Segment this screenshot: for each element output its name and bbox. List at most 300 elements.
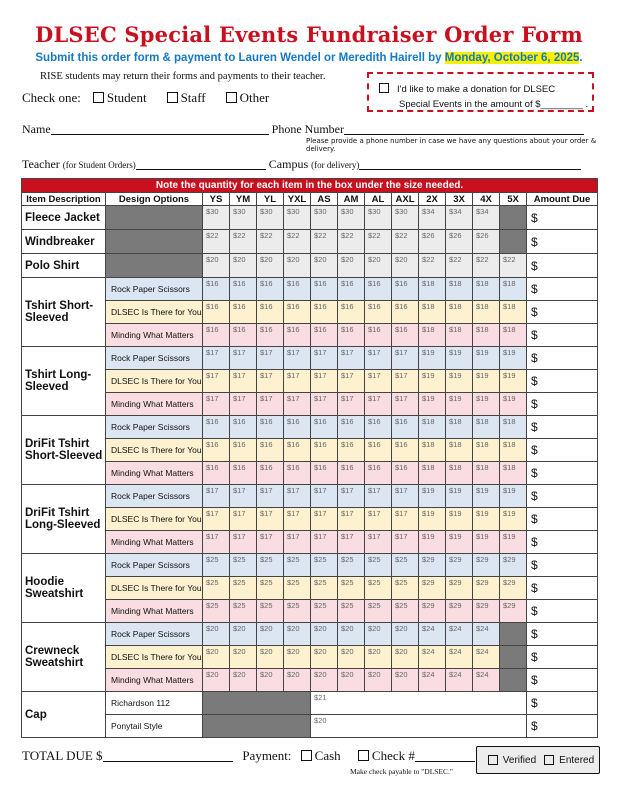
amount-due-cell[interactable]: $ <box>527 508 598 531</box>
quantity-cell[interactable]: $30 <box>311 206 338 230</box>
quantity-cell[interactable]: $30 <box>257 206 284 230</box>
quantity-cell[interactable]: $18 <box>446 439 473 462</box>
quantity-cell[interactable]: $19 <box>446 393 473 416</box>
quantity-cell[interactable]: $17 <box>392 370 419 393</box>
quantity-cell[interactable]: $16 <box>338 324 365 347</box>
page-title: DLSEC Special Events Fundraiser Order Form <box>35 22 583 47</box>
quantity-cell[interactable]: $25 <box>311 577 338 600</box>
quantity-cell[interactable]: $17 <box>257 347 284 370</box>
quantity-cell[interactable]: $20 <box>311 254 338 278</box>
quantity-cell[interactable]: $22 <box>419 254 446 278</box>
quantity-cell[interactable]: $30 <box>392 206 419 230</box>
quantity-cell[interactable]: $20 <box>311 623 338 646</box>
amount-due-cell[interactable]: $ <box>527 324 598 347</box>
quantity-cell[interactable]: $20 <box>230 669 257 692</box>
quantity-cell[interactable]: $25 <box>284 600 311 623</box>
quantity-cell[interactable]: $19 <box>419 508 446 531</box>
amount-due-cell[interactable]: $ <box>527 347 598 370</box>
quantity-cell[interactable]: $20 <box>365 646 392 669</box>
quantity-cell[interactable]: $17 <box>392 508 419 531</box>
quantity-cell[interactable]: $17 <box>338 347 365 370</box>
quantity-cell[interactable]: $29 <box>419 554 446 577</box>
quantity-cell[interactable]: $17 <box>203 485 230 508</box>
table-row <box>22 206 598 230</box>
quantity-cell[interactable]: $18 <box>419 301 446 324</box>
amount-due-cell[interactable]: $ <box>527 416 598 439</box>
quantity-cell[interactable]: $16 <box>203 324 230 347</box>
amount-due-cell[interactable]: $ <box>527 393 598 416</box>
quantity-cell[interactable]: $19 <box>473 485 500 508</box>
quantity-cell[interactable]: $19 <box>500 347 527 370</box>
quantity-cell[interactable]: $16 <box>257 462 284 485</box>
quantity-cell[interactable]: $22 <box>473 254 500 278</box>
quantity-cell[interactable]: $19 <box>446 485 473 508</box>
quantity-cell[interactable]: $16 <box>230 324 257 347</box>
quantity-cell[interactable]: $17 <box>284 393 311 416</box>
submit-instructions <box>0 52 618 64</box>
verified-checkbox[interactable] <box>488 755 498 765</box>
other-checkbox[interactable] <box>226 92 237 103</box>
staff-checkbox[interactable] <box>167 92 178 103</box>
quantity-cell[interactable]: $22 <box>338 230 365 254</box>
entered-checkbox[interactable] <box>544 755 554 765</box>
quantity-cell[interactable]: $26 <box>419 230 446 254</box>
teacher-note: (for Student Orders) <box>62 160 136 170</box>
quantity-cell[interactable]: $18 <box>419 324 446 347</box>
quantity-cell[interactable]: $25 <box>230 577 257 600</box>
quantity-cell[interactable]: $17 <box>338 370 365 393</box>
quantity-cell[interactable]: $16 <box>230 301 257 324</box>
quantity-cell[interactable]: $18 <box>446 324 473 347</box>
quantity-cell[interactable]: $19 <box>473 370 500 393</box>
quantity-cell[interactable]: $20 <box>338 254 365 278</box>
campus-note: (for delivery) <box>311 160 360 170</box>
amount-due-cell[interactable]: $ <box>527 301 598 324</box>
quantity-cell[interactable]: $16 <box>365 462 392 485</box>
quantity-cell[interactable]: $17 <box>365 485 392 508</box>
quantity-cell[interactable]: $20 <box>257 646 284 669</box>
quantity-cell[interactable]: $18 <box>446 278 473 301</box>
quantity-cell[interactable]: $29 <box>446 577 473 600</box>
quantity-cell[interactable]: $17 <box>257 370 284 393</box>
quantity-cell[interactable]: $17 <box>392 485 419 508</box>
quantity-cell[interactable]: $19 <box>500 485 527 508</box>
quantity-cell[interactable]: $20 <box>230 623 257 646</box>
amount-due-cell[interactable]: $ <box>527 577 598 600</box>
quantity-cell[interactable]: $17 <box>203 370 230 393</box>
quantity-cell[interactable]: $34 <box>446 206 473 230</box>
quantity-cell[interactable]: $17 <box>365 370 392 393</box>
quantity-cell[interactable]: $18 <box>473 416 500 439</box>
quantity-cell[interactable]: $25 <box>311 554 338 577</box>
quantity-cell[interactable]: $17 <box>338 393 365 416</box>
quantity-cell[interactable]: $24 <box>473 669 500 692</box>
amount-due-cell[interactable]: $ <box>527 254 598 278</box>
quantity-cell[interactable]: $17 <box>311 393 338 416</box>
quantity-cell[interactable]: $16 <box>338 462 365 485</box>
quantity-cell[interactable]: $16 <box>257 278 284 301</box>
quantity-cell[interactable]: $29 <box>500 600 527 623</box>
quantity-cell[interactable]: $16 <box>203 301 230 324</box>
quantity-cell[interactable]: $20 <box>284 646 311 669</box>
quantity-cell[interactable]: $18 <box>446 301 473 324</box>
quantity-cell[interactable]: $19 <box>500 393 527 416</box>
phone-field[interactable] <box>344 134 584 135</box>
quantity-cell[interactable]: $17 <box>338 531 365 554</box>
quantity-cell[interactable]: $16 <box>365 301 392 324</box>
student-checkbox[interactable] <box>93 92 104 103</box>
quantity-cell[interactable]: $20 <box>392 646 419 669</box>
quantity-cell[interactable]: $17 <box>338 485 365 508</box>
quantity-cell[interactable]: $16 <box>392 278 419 301</box>
quantity-cell[interactable]: $16 <box>230 439 257 462</box>
quantity-cell[interactable]: $18 <box>473 462 500 485</box>
quantity-cell[interactable]: $19 <box>473 531 500 554</box>
amount-due-cell[interactable]: $ <box>527 439 598 462</box>
quantity-cell[interactable]: $18 <box>500 324 527 347</box>
quantity-cell[interactable]: $19 <box>446 347 473 370</box>
quantity-cell[interactable]: $16 <box>257 301 284 324</box>
quantity-cell[interactable]: $19 <box>500 370 527 393</box>
quantity-cell[interactable]: $16 <box>365 439 392 462</box>
quantity-cell[interactable]: $24 <box>446 646 473 669</box>
quantity-cell[interactable]: $16 <box>365 278 392 301</box>
quantity-cell[interactable]: $17 <box>230 347 257 370</box>
amount-due-cell[interactable]: $ <box>527 600 598 623</box>
header-design: Design Options <box>106 193 203 206</box>
quantity-cell[interactable]: $34 <box>419 206 446 230</box>
quantity-cell[interactable]: $18 <box>419 278 446 301</box>
quantity-cell[interactable]: $17 <box>284 531 311 554</box>
quantity-cell[interactable]: $29 <box>446 600 473 623</box>
quantity-cell[interactable]: $18 <box>500 439 527 462</box>
quantity-cell[interactable]: $17 <box>311 347 338 370</box>
quantity-cell[interactable]: $20 <box>338 646 365 669</box>
quantity-cell[interactable]: $25 <box>311 600 338 623</box>
quantity-cell[interactable]: $16 <box>284 278 311 301</box>
quantity-cell[interactable]: $17 <box>203 508 230 531</box>
quantity-cell[interactable]: $16 <box>311 324 338 347</box>
name-field[interactable] <box>51 134 269 135</box>
quantity-cell[interactable]: $16 <box>365 416 392 439</box>
quantity-cell[interactable]: $19 <box>419 393 446 416</box>
quantity-cell[interactable]: $18 <box>446 462 473 485</box>
quantity-cell[interactable]: $25 <box>284 554 311 577</box>
quantity-cell[interactable]: $22 <box>230 230 257 254</box>
amount-due-cell[interactable]: $ <box>527 485 598 508</box>
quantity-cell[interactable]: $16 <box>338 278 365 301</box>
quantity-cell[interactable]: $19 <box>500 508 527 531</box>
amount-due-cell[interactable]: $ <box>527 646 598 669</box>
quantity-cell[interactable]: $16 <box>392 324 419 347</box>
quantity-cell[interactable]: $25 <box>392 600 419 623</box>
quantity-cell[interactable]: $17 <box>365 508 392 531</box>
quantity-cell[interactable]: $16 <box>203 439 230 462</box>
quantity-cell[interactable]: $20 <box>338 623 365 646</box>
quantity-cell[interactable]: $17 <box>284 508 311 531</box>
quantity-cell[interactable]: $19 <box>500 531 527 554</box>
quantity-cell[interactable]: $17 <box>392 393 419 416</box>
quantity-cell[interactable]: $19 <box>473 508 500 531</box>
quantity-cell[interactable]: $24 <box>446 623 473 646</box>
quantity-cell[interactable]: $17 <box>203 531 230 554</box>
quantity-cell[interactable]: $20 <box>203 623 230 646</box>
quantity-cell[interactable]: $18 <box>473 324 500 347</box>
quantity-cell[interactable]: $17 <box>230 508 257 531</box>
quantity-cell[interactable]: $30 <box>284 206 311 230</box>
quantity-cell[interactable]: $16 <box>284 439 311 462</box>
quantity-cell[interactable]: $16 <box>311 439 338 462</box>
quantity-cell[interactable]: $16 <box>392 439 419 462</box>
quantity-cell[interactable]: $29 <box>446 554 473 577</box>
quantity-cell[interactable]: $25 <box>257 577 284 600</box>
amount-due-cell[interactable]: $ <box>527 230 598 254</box>
quantity-cell[interactable]: $20 <box>203 669 230 692</box>
quantity-cell[interactable]: $26 <box>473 230 500 254</box>
quantity-cell[interactable]: $25 <box>392 577 419 600</box>
quantity-cell[interactable]: $19 <box>419 347 446 370</box>
check-number-field[interactable] <box>415 761 475 762</box>
quantity-cell[interactable]: $22 <box>257 230 284 254</box>
quantity-cell[interactable]: $16 <box>338 301 365 324</box>
amount-due-cell[interactable]: $ <box>527 715 598 738</box>
quantity-cell[interactable]: $29 <box>473 577 500 600</box>
quantity-cell[interactable]: $25 <box>257 600 284 623</box>
quantity-cell[interactable]: $19 <box>419 485 446 508</box>
quantity-cell[interactable]: $24 <box>473 623 500 646</box>
quantity-cell[interactable]: $20 <box>284 623 311 646</box>
quantity-cell[interactable]: $16 <box>203 416 230 439</box>
quantity-cell[interactable]: $24 <box>419 623 446 646</box>
quantity-cell[interactable]: $16 <box>284 301 311 324</box>
campus-field[interactable] <box>359 169 581 170</box>
amount-due-cell[interactable]: $ <box>527 531 598 554</box>
amount-due-cell[interactable]: $ <box>527 278 598 301</box>
quantity-cell[interactable]: $17 <box>392 531 419 554</box>
quantity-cell[interactable]: $18 <box>500 416 527 439</box>
quantity-cell[interactable]: $16 <box>284 416 311 439</box>
cash-checkbox[interactable] <box>301 750 312 761</box>
quantity-cell[interactable]: $16 <box>311 416 338 439</box>
quantity-cell[interactable]: $18 <box>419 439 446 462</box>
quantity-cell[interactable]: $18 <box>473 301 500 324</box>
quantity-cell[interactable]: $25 <box>230 554 257 577</box>
quantity-cell[interactable]: $25 <box>203 554 230 577</box>
quantity-cell[interactable]: $20 <box>365 254 392 278</box>
quantity-cell[interactable]: $18 <box>500 301 527 324</box>
table-row <box>22 230 598 254</box>
quantity-cell[interactable]: $22 <box>392 230 419 254</box>
quantity-cell[interactable]: $25 <box>203 577 230 600</box>
quantity-cell[interactable]: $29 <box>473 600 500 623</box>
quantity-cell[interactable]: $22 <box>284 230 311 254</box>
quantity-cell[interactable]: $17 <box>230 531 257 554</box>
quantity-cell[interactable]: $20 <box>311 669 338 692</box>
quantity-cell[interactable]: $19 <box>446 508 473 531</box>
quantity-cell[interactable]: $18 <box>500 462 527 485</box>
header-size-4x: 4X <box>473 193 500 206</box>
quantity-cell[interactable]: $17 <box>257 393 284 416</box>
check-checkbox[interactable] <box>358 750 369 761</box>
teacher-field[interactable] <box>136 169 266 170</box>
quantity-cell[interactable]: $17 <box>392 347 419 370</box>
quantity-cell[interactable]: $17 <box>311 508 338 531</box>
quantity-cell[interactable]: $16 <box>203 278 230 301</box>
quantity-cell[interactable]: $18 <box>419 462 446 485</box>
quantity-cell[interactable]: $16 <box>203 462 230 485</box>
quantity-cell[interactable]: $16 <box>392 462 419 485</box>
quantity-cell[interactable]: $17 <box>257 508 284 531</box>
quantity-cell[interactable]: $20 <box>284 254 311 278</box>
quantity-cell[interactable]: $19 <box>419 370 446 393</box>
quantity-cell[interactable]: $25 <box>284 577 311 600</box>
quantity-cell[interactable]: $25 <box>392 554 419 577</box>
quantity-cell[interactable]: $22 <box>365 230 392 254</box>
quantity-cell[interactable]: $18 <box>473 278 500 301</box>
quantity-cell[interactable]: $24 <box>419 669 446 692</box>
quantity-cell[interactable]: $16 <box>311 301 338 324</box>
quantity-cell[interactable]: $30 <box>365 206 392 230</box>
quantity-cell[interactable]: $17 <box>284 485 311 508</box>
quantity-cell[interactable]: $17 <box>203 347 230 370</box>
quantity-cell[interactable]: $16 <box>257 439 284 462</box>
donation-checkbox[interactable] <box>379 83 389 93</box>
quantity-cell[interactable]: $20 <box>257 254 284 278</box>
quantity-cell[interactable]: $17 <box>338 508 365 531</box>
quantity-cell[interactable]: $20 <box>392 669 419 692</box>
quantity-cell[interactable]: $25 <box>338 577 365 600</box>
quantity-cell[interactable]: $29 <box>419 577 446 600</box>
amount-due-cell[interactable]: $ <box>527 623 598 646</box>
quantity-cell[interactable]: $18 <box>473 439 500 462</box>
amount-due-cell[interactable]: $ <box>527 669 598 692</box>
quantity-cell[interactable]: $19 <box>446 370 473 393</box>
quantity-cell[interactable]: $16 <box>392 416 419 439</box>
quantity-cell[interactable]: $24 <box>446 669 473 692</box>
quantity-cell[interactable]: $19 <box>419 531 446 554</box>
amount-due-cell[interactable]: $ <box>527 554 598 577</box>
quantity-cell[interactable]: $29 <box>473 554 500 577</box>
quantity-cell[interactable]: $18 <box>419 416 446 439</box>
quantity-cell[interactable]: $25 <box>365 577 392 600</box>
quantity-cell[interactable]: $16 <box>230 278 257 301</box>
quantity-cell[interactable]: $20 <box>392 254 419 278</box>
quantity-cell[interactable]: $17 <box>230 370 257 393</box>
quantity-cell[interactable]: $20 <box>392 623 419 646</box>
quantity-cell[interactable]: $16 <box>257 416 284 439</box>
quantity-cell[interactable]: $16 <box>311 462 338 485</box>
quantity-cell[interactable]: $30 <box>230 206 257 230</box>
quantity-cell[interactable]: $20 <box>230 646 257 669</box>
quantity-cell[interactable]: $25 <box>365 554 392 577</box>
quantity-cell[interactable]: $17 <box>257 485 284 508</box>
quantity-cell[interactable]: $17 <box>284 347 311 370</box>
quantity-cell[interactable]: $24 <box>473 646 500 669</box>
item-name: DriFit Tshirt Short-Sleeved <box>22 416 106 485</box>
quantity-cell[interactable]: $20 <box>230 254 257 278</box>
quantity-cell[interactable]: $19 <box>473 347 500 370</box>
quantity-cell[interactable]: $16 <box>311 278 338 301</box>
quantity-cell[interactable]: $17 <box>203 393 230 416</box>
quantity-cell[interactable]: $25 <box>338 600 365 623</box>
quantity-cell[interactable]: $20 <box>257 623 284 646</box>
quantity-cell[interactable]: $34 <box>473 206 500 230</box>
quantity-cell[interactable]: $17 <box>311 531 338 554</box>
quantity-cell[interactable]: $30 <box>203 206 230 230</box>
quantity-cell[interactable]: $18 <box>500 278 527 301</box>
quantity-cell[interactable]: $29 <box>500 554 527 577</box>
design-option: Minding What Matters <box>106 462 203 485</box>
quantity-cell[interactable]: $24 <box>419 646 446 669</box>
total-due-field[interactable] <box>103 761 233 762</box>
quantity-cell[interactable]: $20 <box>365 669 392 692</box>
quantity-cell[interactable]: $25 <box>257 554 284 577</box>
quantity-cell[interactable]: $20 <box>311 715 527 738</box>
quantity-cell[interactable]: $22 <box>203 230 230 254</box>
quantity-cell[interactable]: $29 <box>419 600 446 623</box>
quantity-cell[interactable]: $17 <box>365 347 392 370</box>
quantity-cell[interactable]: $20 <box>284 669 311 692</box>
quantity-cell[interactable]: $19 <box>446 531 473 554</box>
design-option: Rock Paper Scissors <box>106 416 203 439</box>
quantity-cell[interactable]: $17 <box>257 531 284 554</box>
quantity-cell[interactable]: $22 <box>500 254 527 278</box>
quantity-cell[interactable]: $25 <box>338 554 365 577</box>
deadline-suffix: . <box>579 52 583 64</box>
quantity-cell[interactable]: $22 <box>311 230 338 254</box>
quantity-cell[interactable]: $16 <box>338 416 365 439</box>
quantity-cell[interactable]: $20 <box>365 623 392 646</box>
quantity-cell[interactable]: $17 <box>311 485 338 508</box>
quantity-cell[interactable]: $17 <box>284 370 311 393</box>
quantity-cell[interactable]: $25 <box>203 600 230 623</box>
quantity-cell[interactable]: $21 <box>311 692 527 715</box>
quantity-cell[interactable]: $16 <box>257 324 284 347</box>
quantity-cell[interactable]: $16 <box>230 462 257 485</box>
quantity-cell[interactable]: $19 <box>473 393 500 416</box>
donation-line-2: Special Events in the amount of $________ . <box>399 99 589 110</box>
quantity-cell[interactable]: $25 <box>230 600 257 623</box>
quantity-cell[interactable]: $20 <box>257 669 284 692</box>
quantity-cell[interactable]: $17 <box>230 485 257 508</box>
amount-due-cell[interactable]: $ <box>527 462 598 485</box>
quantity-cell[interactable]: $16 <box>230 416 257 439</box>
quantity-cell[interactable]: $30 <box>338 206 365 230</box>
quantity-cell[interactable]: $26 <box>446 230 473 254</box>
quantity-cell[interactable]: $18 <box>446 416 473 439</box>
design-option: Minding What Matters <box>106 669 203 692</box>
quantity-cell[interactable]: $17 <box>230 393 257 416</box>
quantity-cell[interactable]: $16 <box>392 301 419 324</box>
quantity-cell[interactable]: $29 <box>500 577 527 600</box>
quantity-cell[interactable]: $16 <box>284 462 311 485</box>
quantity-cell[interactable]: $16 <box>338 439 365 462</box>
amount-due-cell[interactable]: $ <box>527 692 598 715</box>
amount-due-cell[interactable]: $ <box>527 206 598 230</box>
quantity-cell[interactable]: $17 <box>365 393 392 416</box>
quantity-cell[interactable]: $25 <box>365 600 392 623</box>
quantity-cell[interactable]: $16 <box>365 324 392 347</box>
quantity-cell[interactable]: $17 <box>365 531 392 554</box>
quantity-cell[interactable]: $20 <box>203 646 230 669</box>
quantity-cell[interactable]: $20 <box>203 254 230 278</box>
quantity-cell[interactable]: $17 <box>311 370 338 393</box>
quantity-cell[interactable]: $22 <box>446 254 473 278</box>
quantity-cell[interactable]: $20 <box>311 646 338 669</box>
quantity-cell[interactable]: $16 <box>284 324 311 347</box>
quantity-cell[interactable]: $20 <box>338 669 365 692</box>
amount-due-cell[interactable]: $ <box>527 370 598 393</box>
